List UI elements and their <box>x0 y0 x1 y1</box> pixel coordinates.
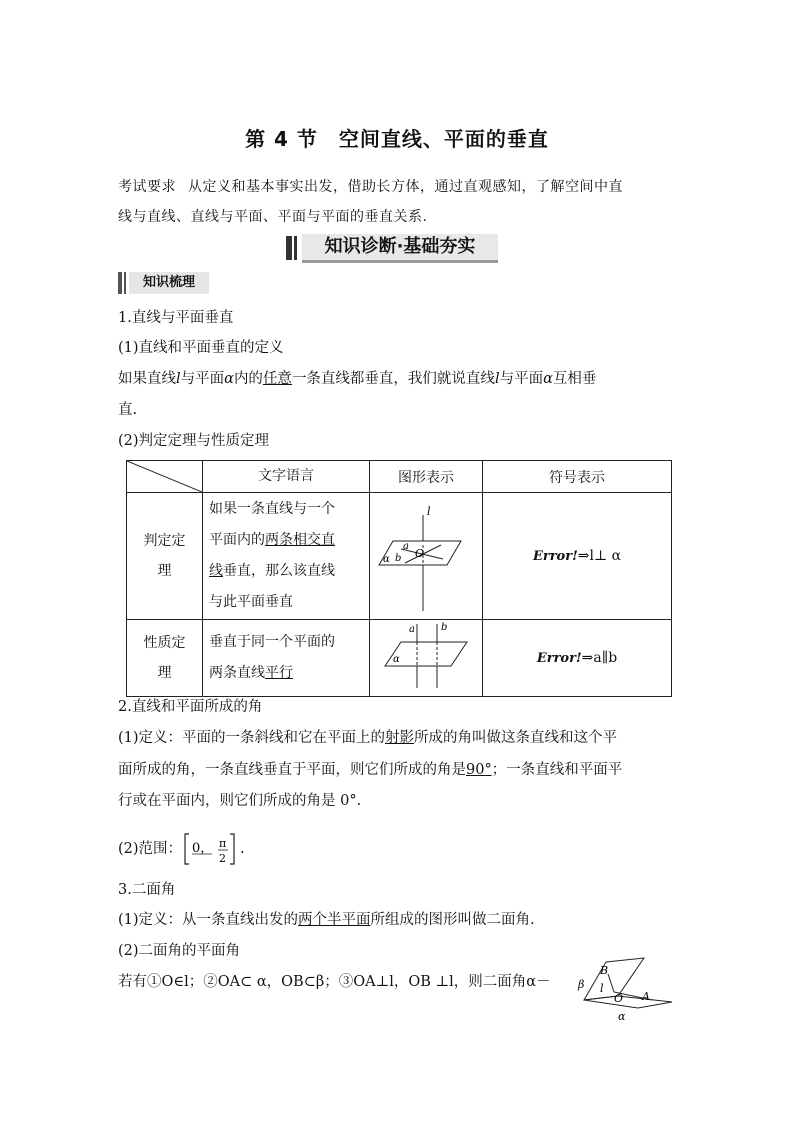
range-label: (2)范围： <box>118 841 183 857</box>
diagonal-line-icon <box>127 461 202 492</box>
s2-underlined: 射影 <box>385 730 415 746</box>
range-pi: π <box>219 837 227 850</box>
subheading-box <box>118 272 208 294</box>
fig-label-o: O <box>614 992 624 1005</box>
table-header-cell: 图形表示 <box>370 461 483 493</box>
exam-requirement-line1: 从定义和基本事实出发，借助长方体，通过直观感知，了解空间中直 <box>188 179 623 195</box>
def-var-l: l <box>176 371 181 387</box>
row-figure <box>370 620 483 697</box>
definition-line-1 <box>118 364 678 394</box>
exam-requirement <box>118 172 678 232</box>
table-corner-cell <box>127 461 203 493</box>
def-text: 内的 <box>233 371 263 387</box>
s2-underlined: 90° <box>466 762 492 778</box>
def-underlined: 任意 <box>262 371 292 387</box>
section-2-line-2 <box>118 755 678 785</box>
fig-label-alpha: α <box>393 654 400 665</box>
s2-text: 所成的角叫做这条直线和这个平 <box>414 730 618 746</box>
row-text-line: 垂直，那么该直线 <box>223 563 335 579</box>
line-plane-perpendicular-diagram <box>371 493 481 615</box>
banner-bar-thin <box>294 236 297 260</box>
def-text: 一条直线都垂直，我们就说直线 <box>291 371 495 387</box>
section-2-line-1 <box>118 723 678 753</box>
fig-label-b: b <box>441 622 448 633</box>
banner-title: 知识诊断·基础夯实 <box>302 234 498 263</box>
table-row <box>127 620 672 697</box>
def-text: 互相垂 <box>552 371 597 387</box>
row-text-line: 垂直于同一个平面的 <box>209 634 335 650</box>
row-text <box>203 493 370 620</box>
s3-text: 所组成的图形叫做二面角. <box>370 912 535 928</box>
section-1-heading: 1.直线与平面垂直 <box>118 310 234 326</box>
fig-label-l: l <box>427 505 431 518</box>
row-symbol <box>483 620 672 697</box>
row-text-line: 平面内的 <box>209 532 265 548</box>
section-2-line-3: 行或在平面内，则它们所成的角是 0°. <box>118 793 362 809</box>
section-2-heading: 2.直线和平面所成的角 <box>118 699 263 715</box>
theorem-table <box>126 460 672 697</box>
table-header-cell: 符号表示 <box>483 461 672 493</box>
fig-label-a: a <box>409 624 415 635</box>
fig-label-b: B <box>600 964 609 977</box>
range-end: . <box>240 841 245 857</box>
row-text <box>203 620 370 697</box>
def-text: 如果直线 <box>118 371 176 387</box>
row-label <box>127 493 203 620</box>
section-1-part1-heading: (1)直线和平面垂直的定义 <box>118 340 284 356</box>
subheading-title: 知识梳理 <box>129 272 209 294</box>
row-figure <box>370 493 483 620</box>
fig-label-a: a <box>403 541 409 552</box>
def-text: 与平面 <box>180 371 225 387</box>
fig-label-alpha: α <box>618 1010 626 1023</box>
section-3-line-3: 若有①O∈l；②OA⊂ α，OB⊂β；③OA⊥l，OB ⊥l，则二面角α－ <box>118 974 551 990</box>
fig-label-alpha: α <box>383 554 390 565</box>
subheading-bar <box>118 272 122 294</box>
row-label-text: 性质定 <box>143 635 186 651</box>
interval-bracket-icon <box>182 830 240 868</box>
exam-requirement-label: 考试要求 <box>118 179 176 195</box>
row-label-text: 理 <box>157 665 172 681</box>
row-text-line: 如果一条直线与一个 <box>209 501 335 517</box>
row-text-underlined: 平行 <box>265 665 293 681</box>
fig-label-beta: β <box>578 978 585 991</box>
row-text-underlined: 线 <box>209 563 223 579</box>
range-two: 2 <box>219 852 227 865</box>
page-title: 第 4 节 空间直线、平面的垂直 <box>245 127 549 151</box>
exam-requirement-line2: 线与直线、直线与平面、平面与平面的垂直关系. <box>118 209 428 225</box>
section-2-range <box>118 830 678 868</box>
symbol-expression: ⇒l⊥ α <box>577 548 622 564</box>
row-text-line: 两条直线 <box>209 665 265 681</box>
range-interval <box>182 830 240 868</box>
def-text: 与平面 <box>499 371 544 387</box>
fig-label-a: A <box>642 990 650 1003</box>
def-var-l: l <box>494 371 500 387</box>
s3-text: (1)定义：从一条直线出发的 <box>118 912 299 928</box>
s2-text: ；一条直线和平面平 <box>491 762 623 778</box>
fig-label-l: l <box>600 982 604 995</box>
symbol-error: Error! <box>532 549 578 564</box>
dihedral-angle-diagram <box>570 956 680 1026</box>
banner-bar <box>286 236 292 260</box>
section-banner <box>286 234 506 262</box>
subheading-bar-thin <box>124 272 126 294</box>
definition-line-2: 直. <box>118 402 138 418</box>
table-row <box>127 493 672 620</box>
section-3-line-2: (2)二面角的平面角 <box>118 943 241 959</box>
fig-label-o: O <box>415 547 425 560</box>
row-label <box>127 620 203 697</box>
table-header-cell: 文字语言 <box>203 461 370 493</box>
section-3-line-1 <box>118 905 678 935</box>
row-label-text: 理 <box>157 563 172 579</box>
s2-text: 面所成的角，一条直线垂直于平面，则它们所成的角是 <box>118 762 466 778</box>
symbol-error: Error! <box>536 651 582 666</box>
row-text-line: 与此平面垂直 <box>209 594 293 610</box>
row-label-text: 判定定 <box>143 533 186 549</box>
def-var-alpha: α <box>543 371 553 387</box>
s2-text: (1)定义：平面的一条斜线和它在平面上的 <box>118 730 386 746</box>
row-text-underlined: 两条相交直 <box>265 532 335 548</box>
def-var-alpha: α <box>224 371 234 387</box>
row-symbol <box>483 493 672 620</box>
section-3-heading: 3.二面角 <box>118 882 176 898</box>
range-zero: 0， <box>192 841 214 856</box>
s3-underlined: 两个半平面 <box>298 912 371 928</box>
fig-label-b: b <box>395 553 402 564</box>
section-1-part2-heading: (2)判定定理与性质定理 <box>118 433 270 449</box>
parallel-lines-diagram <box>371 620 481 692</box>
table-header-row <box>127 461 672 493</box>
symbol-expression: ⇒a∥b <box>581 650 618 666</box>
